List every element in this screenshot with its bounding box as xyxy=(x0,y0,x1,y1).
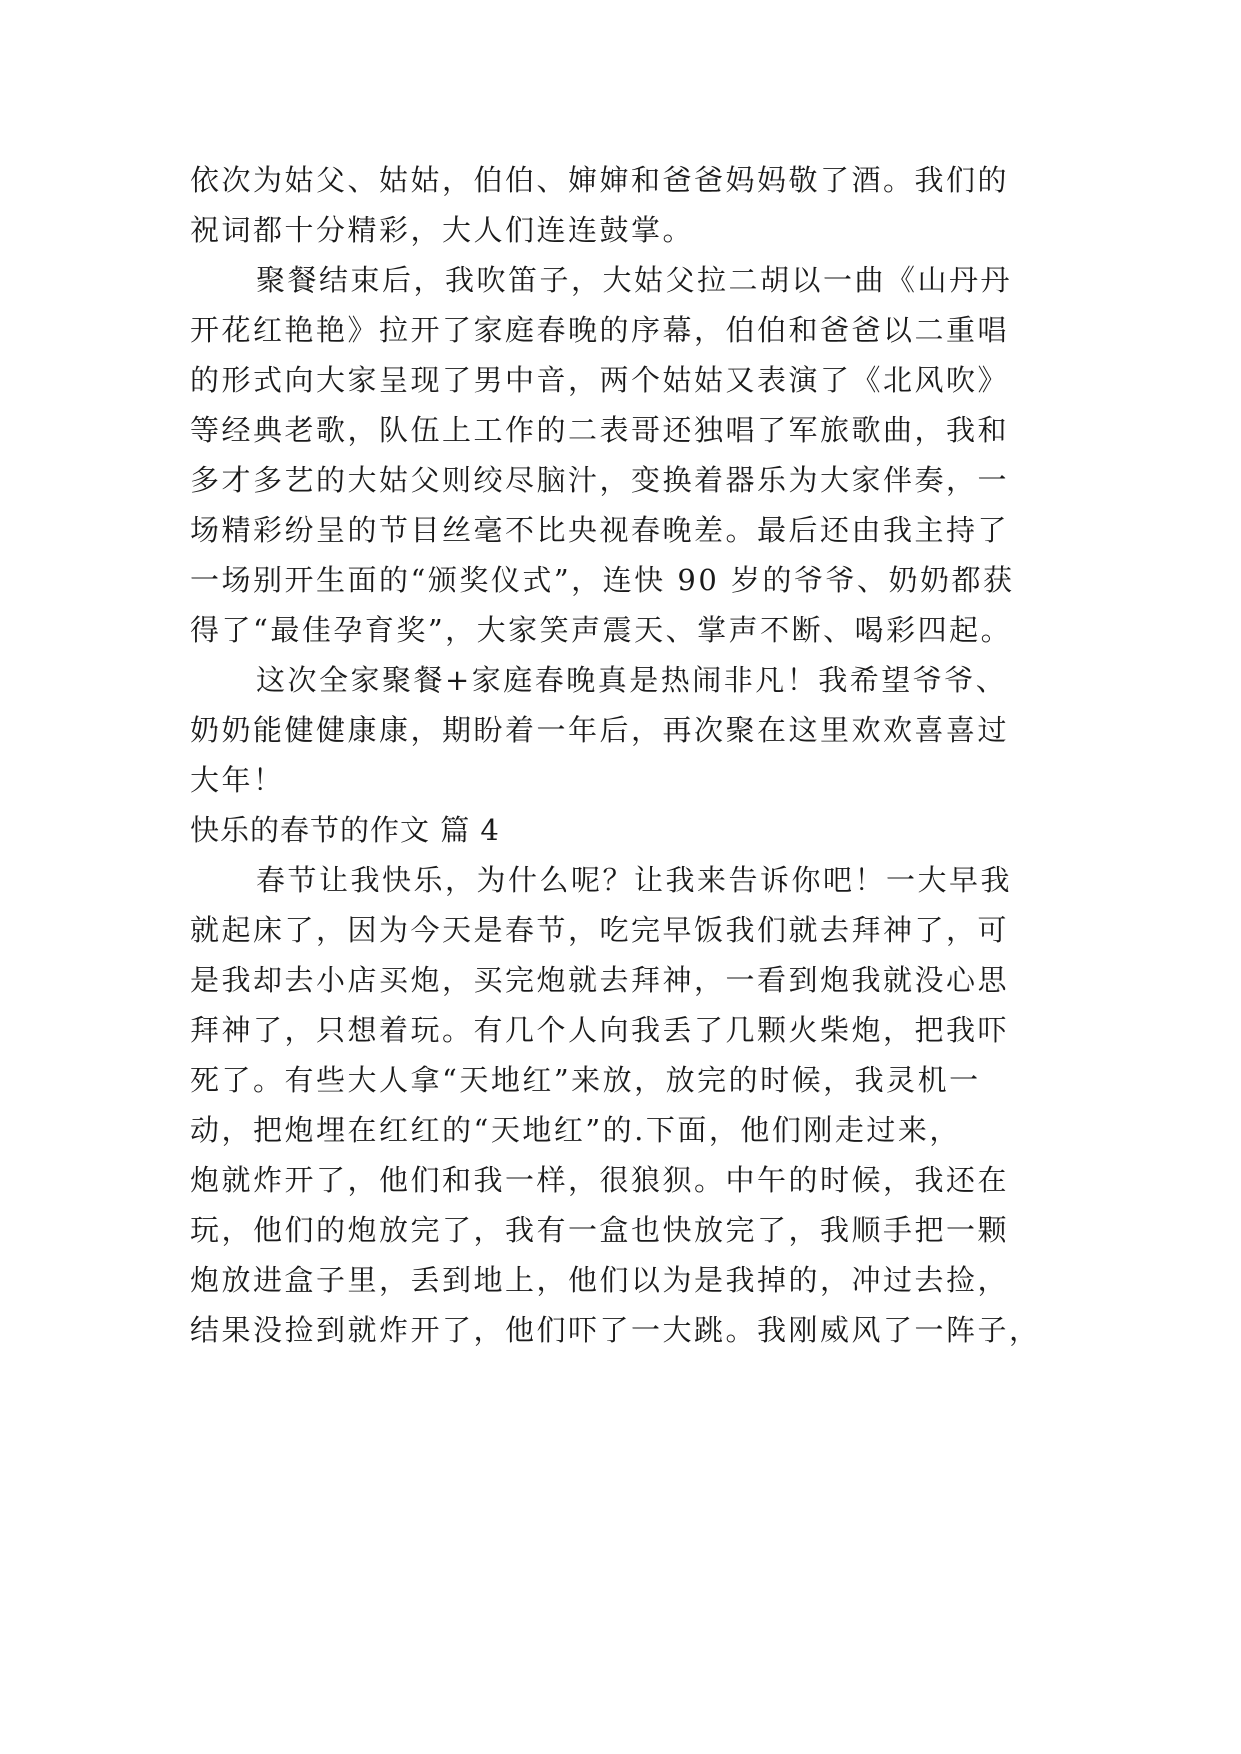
text-line: 死了。有些大人拿“天地红”来放，放完的时候，我灵机一 xyxy=(190,1063,981,1097)
paragraph-wishes xyxy=(190,655,1050,805)
text-line: 动，把炮埋在红红的“天地红”的.下面，他们刚走过来， xyxy=(190,1113,961,1147)
text-line: 奶奶能健健康康，期盼着一年后，再次聚在这里欢欢喜喜过 xyxy=(190,713,1010,747)
text-line: 聚餐结束后，我吹笛子，大姑父拉二胡以一曲《山丹丹 xyxy=(256,263,1013,297)
text-line: 多才多艺的大姑父则绞尽脑汁，变换着器乐为大家伴奏，一 xyxy=(190,463,1010,497)
text-line: 开花红艳艳》拉开了家庭春晚的序幕，伯伯和爸爸以二重唱 xyxy=(190,313,1010,347)
text-line: 大年！ xyxy=(190,763,285,797)
text-line: 就起床了，因为今天是春节，吃完早饭我们就去拜神了，可 xyxy=(190,913,1010,947)
text-line: 结果没捡到就炸开了，他们吓了一大跳。我刚威风了一阵子， xyxy=(190,1313,1041,1347)
text-line: 等经典老歌，队伍上工作的二表哥还独唱了军旅歌曲，我和 xyxy=(190,413,1010,447)
text-line: 是我却去小店买炮，买完炮就去拜神，一看到炮我就没心思 xyxy=(190,963,1010,997)
text-line: 炮就炸开了，他们和我一样，很狼狈。中午的时候，我还在 xyxy=(190,1163,1010,1197)
essay-heading: 快乐的春节的作文 篇 4 xyxy=(190,813,500,847)
document-body xyxy=(190,155,1050,1355)
text-line: 炮放进盒子里，丢到地上，他们以为是我掉的，冲过去捡， xyxy=(190,1263,1010,1297)
paragraph-firecrackers xyxy=(190,855,1050,1355)
paragraph-family-gala xyxy=(190,255,1050,655)
text-line: 依次为姑父、姑姑，伯伯、婶婶和爸爸妈妈敬了酒。我们的 xyxy=(190,163,1010,197)
text-line: 一场别开生面的“颁奖仪式”，连快 90 岁的爷爷、奶奶都获 xyxy=(190,563,1015,597)
text-line: 春节让我快乐，为什么呢？让我来告诉你吧！一大早我 xyxy=(256,863,1013,897)
text-line: 祝词都十分精彩，大人们连连鼓掌。 xyxy=(190,213,695,247)
text-line: 得了“最佳孕育奖”，大家笑声震天、掌声不断、喝彩四起。 xyxy=(190,613,1013,647)
text-line: 的形式向大家呈现了男中音，两个姑姑又表演了《北风吹》 xyxy=(190,363,1010,397)
text-line: 玩，他们的炮放完了，我有一盒也快放完了，我顺手把一颗 xyxy=(190,1213,1010,1247)
paragraph-toast-end xyxy=(190,155,1050,255)
text-line: 这次全家聚餐+家庭春晚真是热闹非凡！我希望爷爷、 xyxy=(256,663,1008,697)
text-line: 场精彩纷呈的节目丝毫不比央视春晚差。最后还由我主持了 xyxy=(190,513,1010,547)
text-line: 拜神了，只想着玩。有几个人向我丢了几颗火柴炮，把我吓 xyxy=(190,1013,1010,1047)
